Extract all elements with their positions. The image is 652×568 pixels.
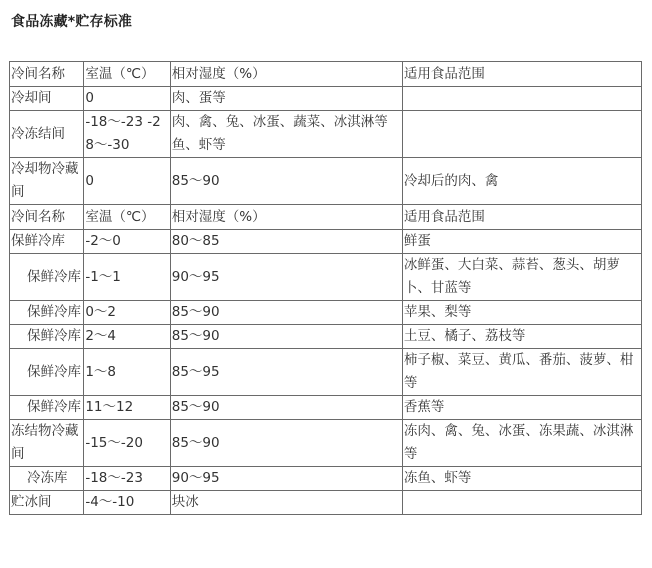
cell-name: 保鲜冷库 — [10, 230, 84, 254]
table-row — [10, 325, 642, 349]
table-row — [10, 254, 642, 301]
cell-name: 冷却间 — [10, 87, 84, 111]
header-cell-name: 冷间名称 — [10, 62, 84, 87]
cell-temp: -4～-10 — [84, 491, 170, 515]
cell-humidity: 85～90 — [170, 396, 402, 420]
table-row — [10, 87, 642, 111]
cell-scope: 香蕉等 — [402, 396, 641, 420]
table-row — [10, 111, 642, 158]
cell-scope: 苹果、梨等 — [402, 301, 641, 325]
cell-humidity: 80～85 — [170, 230, 402, 254]
cell-name: 保鲜冷库 — [10, 301, 84, 325]
cell-humidity: 肉、蛋等 — [170, 87, 402, 111]
cell-name: 冷间名称 — [10, 205, 84, 230]
cell-temp: 11～12 — [84, 396, 170, 420]
cell-scope — [402, 491, 641, 515]
cell-name: 冷却物冷藏间 — [10, 158, 84, 205]
page-title: 食品冻藏*贮存标准 — [11, 14, 133, 30]
table-row — [10, 230, 642, 254]
cell-humidity: 肉、禽、兔、冰蛋、蔬菜、冰淇淋等鱼、虾等 — [170, 111, 402, 158]
table-row — [10, 349, 642, 396]
cell-temp: 2～4 — [84, 325, 170, 349]
cell-scope: 冻肉、禽、兔、冰蛋、冻果蔬、冰淇淋等 — [402, 420, 641, 467]
cell-humidity: 85～90 — [170, 325, 402, 349]
table-subheader-row — [10, 205, 642, 230]
cell-scope: 冻鱼、虾等 — [402, 467, 641, 491]
cell-temp: 0 — [84, 158, 170, 205]
cell-humidity: 90～95 — [170, 254, 402, 301]
cell-name: 贮冰间 — [10, 491, 84, 515]
table-row — [10, 420, 642, 467]
cell-name: 保鲜冷库 — [10, 254, 84, 301]
cell-scope: 土豆、橘子、荔枝等 — [402, 325, 641, 349]
cell-temp: -2～0 — [84, 230, 170, 254]
cell-humidity: 85～90 — [170, 301, 402, 325]
cell-temp: -15～-20 — [84, 420, 170, 467]
table-row — [10, 301, 642, 325]
cell-name: 冷冻结间 — [10, 111, 84, 158]
cell-name: 保鲜冷库 — [10, 325, 84, 349]
table-row — [10, 158, 642, 205]
cell-scope — [402, 87, 641, 111]
table-row — [10, 491, 642, 515]
header-cell-scope: 适用食品范围 — [402, 62, 641, 87]
cell-temp: 0 — [84, 87, 170, 111]
cell-scope: 鲜蛋 — [402, 230, 641, 254]
table-row — [10, 396, 642, 420]
cell-scope — [402, 111, 641, 158]
cell-temp: -1～1 — [84, 254, 170, 301]
cell-name: 保鲜冷库 — [10, 396, 84, 420]
cell-temp: -18～-23 — [84, 467, 170, 491]
cell-humidity: 90～95 — [170, 467, 402, 491]
header-cell-humidity: 相对湿度（%） — [170, 62, 402, 87]
cell-scope: 冰鲜蛋、大白菜、蒜苔、葱头、胡萝卜、甘蓝等 — [402, 254, 641, 301]
table-header-row — [10, 62, 642, 87]
cell-name: 冻结物冷藏间 — [10, 420, 84, 467]
cell-temp: 室温（℃） — [84, 205, 170, 230]
cell-temp: -18～-23 -28～-30 — [84, 111, 170, 158]
cell-scope: 冷却后的肉、禽 — [402, 158, 641, 205]
storage-standards-table — [9, 61, 642, 515]
cell-humidity: 相对湿度（%） — [170, 205, 402, 230]
cell-humidity: 85～90 — [170, 420, 402, 467]
cell-humidity: 85～90 — [170, 158, 402, 205]
table-row — [10, 467, 642, 491]
cell-name: 冷冻库 — [10, 467, 84, 491]
cell-scope: 适用食品范围 — [402, 205, 641, 230]
cell-name: 保鲜冷库 — [10, 349, 84, 396]
cell-temp: 0～2 — [84, 301, 170, 325]
cell-humidity: 块冰 — [170, 491, 402, 515]
cell-temp: 1～8 — [84, 349, 170, 396]
cell-scope: 柿子椒、菜豆、黄瓜、番茄、菠萝、柑等 — [402, 349, 641, 396]
cell-humidity: 85～95 — [170, 349, 402, 396]
header-cell-temp: 室温（℃） — [84, 62, 170, 87]
